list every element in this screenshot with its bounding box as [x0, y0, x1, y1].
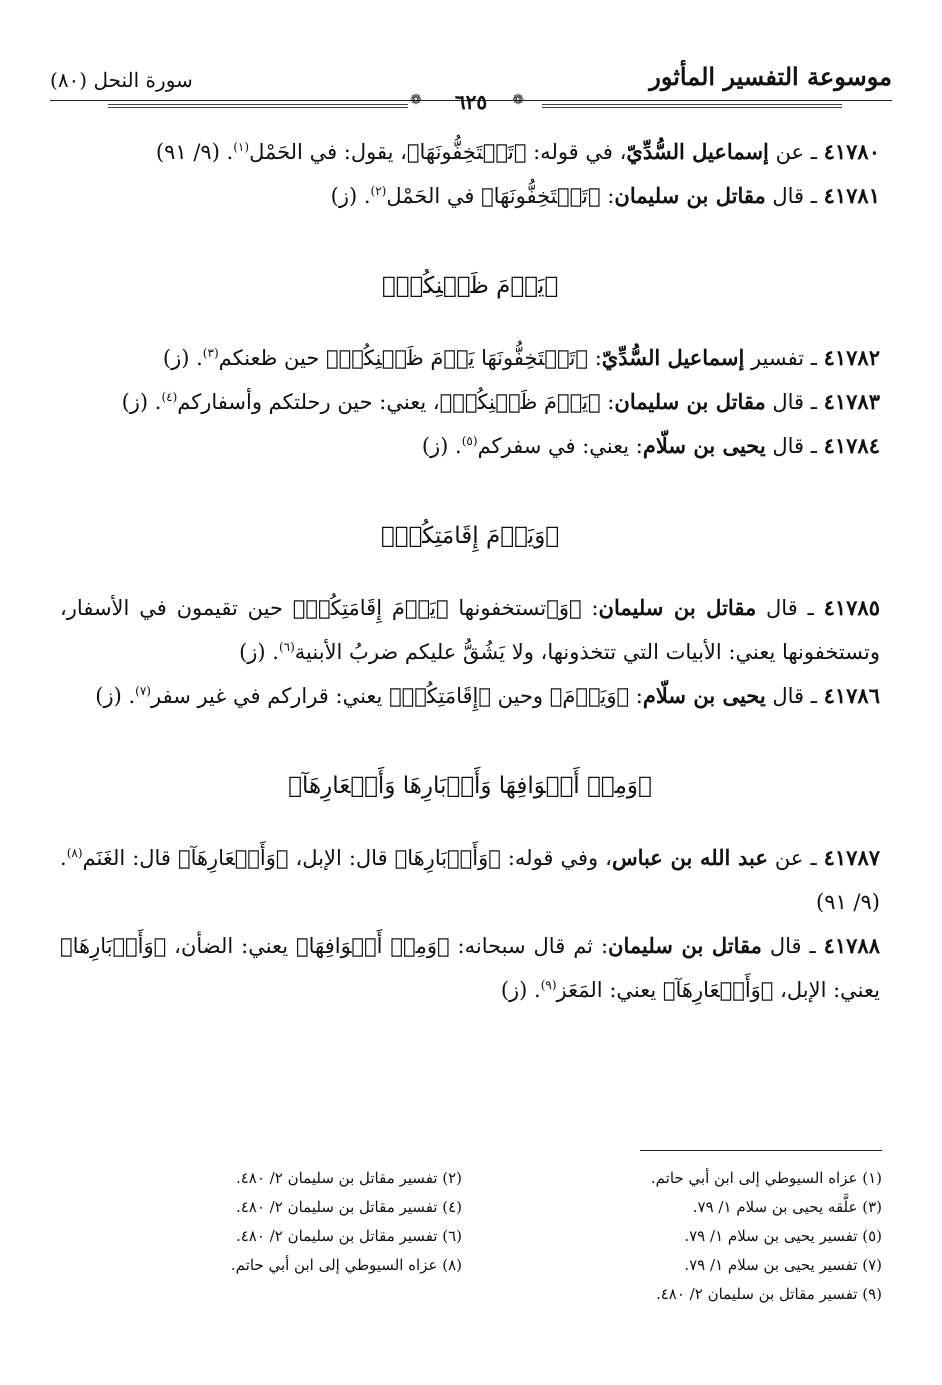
entry-text: ، في قوله: ﴿تَسۡتَخِفُّونَهَا﴾، يقول: في الحَمْل — [249, 140, 627, 164]
entry-text: ـ عن — [767, 846, 824, 870]
footnote-ref: (٧) — [135, 684, 151, 698]
entry-text: . (ز) — [95, 684, 136, 708]
footnotes-column-right — [582, 1164, 882, 1309]
entry-text: : ثم قال سبحانه: ﴿وَمِنۡ أَصۡوَافِهَا﴾ يعني: الضأن، ﴿وَأَوۡبَارِهَا﴾ يعني: الإبل، ﴿وَأَشۡعَارِهَآ﴾ يعني: المَعَز — [60, 934, 880, 1002]
entry-text: . (ز) — [121, 390, 162, 414]
narrator-name: إسماعيل السُّدِّيّ — [626, 139, 769, 164]
narration-entry — [60, 586, 880, 674]
footnote-ref: (٥) — [461, 434, 478, 448]
page-number: ٦٢٥ — [454, 90, 488, 114]
entry-text: ـ قال — [756, 596, 824, 620]
footnote-ref: (٨) — [66, 846, 83, 860]
page-number-row — [0, 90, 942, 112]
entry-number: ٤١٧٨٨ — [823, 933, 880, 958]
footnote-ref: (٦) — [278, 640, 295, 654]
entry-text: ـ قال — [765, 684, 824, 708]
entry-text: : ﴿وَ﴾تستخفونها ﴿يَوۡمَ إِقَامَتِكُمۡ﴾ حين تقيمون في الأسفار، وتستخفونها يعني: الأبيات التي تتخذونها، ولا يَشُقُّ عليكم ضربُ الأبنية — [60, 596, 880, 664]
entry-text: ـ عن — [768, 140, 824, 164]
footnote-ref: (٤) — [161, 390, 178, 404]
entry-text: . (ز) — [330, 184, 371, 208]
entry-text: ـ قال — [765, 184, 824, 208]
narration-entry — [60, 380, 880, 424]
entry-text: ـ قال — [761, 934, 824, 958]
footnote-ref: (٢) — [370, 184, 387, 198]
entry-text: . (ز) — [500, 978, 541, 1002]
footnote-ref: (٣) — [202, 346, 219, 360]
narration-entry — [60, 424, 880, 468]
footnote: (٥) تفسير يحيى بن سلام ١/ ٧٩. — [684, 1227, 882, 1245]
entry-text: . (ز) — [421, 434, 462, 458]
ornament-icon: ❁ — [410, 92, 422, 108]
entry-number: ٤١٧٨٦ — [823, 683, 880, 708]
narration-entry — [60, 130, 880, 174]
footnote-rule — [640, 1150, 882, 1151]
entry-number: ٤١٧٨٠ — [823, 139, 880, 164]
entry-number: ٤١٧٨٥ — [823, 595, 880, 620]
entry-text: ـ تفسير — [744, 346, 824, 370]
footnote: (١) عزاه السيوطي إلى ابن أبي حاتم. — [650, 1169, 882, 1187]
narrator-name: مقاتل بن سليمان — [598, 595, 757, 620]
surah-label: سورة النحل (٨٠) — [50, 68, 193, 92]
ornament-icon: ❁ — [512, 92, 524, 108]
entry-text: : ﴿وَيَوۡمَ﴾ وحين ﴿إِقَامَتِكُمۡ﴾ يعني: قراركم في غير سفر — [150, 684, 643, 708]
footnote-ref: (٩) — [540, 978, 557, 992]
verse-heading: ﴿وَيَوۡمَ إِقَامَتِكُمۡ﴾ — [380, 523, 560, 549]
footnote: (٨) عزاه السيوطي إلى ابن أبي حاتم. — [230, 1256, 462, 1274]
entry-text: ـ قال — [765, 390, 824, 414]
book-title: موسوعة التفسير المأثور — [649, 62, 892, 91]
narrator-name: مقاتل بن سليمان — [608, 933, 762, 958]
narrator-name: يحيى بن سلّام — [642, 683, 766, 708]
footnote: (٢) تفسير مقاتل بن سليمان ٢/ ٤٨٠. — [235, 1169, 462, 1187]
narration-entry — [60, 174, 880, 218]
entry-text: . (ز) — [162, 346, 203, 370]
entry-number: ٤١٧٨١ — [823, 183, 880, 208]
narration-entry — [60, 674, 880, 718]
entry-text: : ﴿تَسۡتَخِفُّونَهَا﴾ في الحَمْل — [386, 184, 615, 208]
verse-heading: ﴿يَوۡمَ ظَعۡنِكُمۡ﴾ — [381, 273, 559, 299]
footnote: (٦) تفسير مقاتل بن سليمان ٢/ ٤٨٠. — [235, 1227, 462, 1245]
entry-text: : ﴿تَسۡتَخِفُّونَهَا يَوۡمَ ظَعۡنِكُمۡ﴾ حين ظعنكم — [218, 346, 602, 370]
ornament-line-right — [542, 104, 842, 108]
entry-number: ٤١٧٨٣ — [823, 389, 880, 414]
narrator-name: يحيى بن سلّام — [642, 433, 766, 458]
narrator-name: عبد الله بن عباس — [611, 845, 768, 870]
narration-entry — [60, 336, 880, 380]
entry-number: ٤١٧٨٢ — [823, 345, 880, 370]
entry-text: . (ز) — [239, 640, 279, 664]
narration-entry — [60, 836, 880, 924]
entry-text: ، وفي قوله: ﴿وَأَوۡبَارِهَا﴾ قال: الإبل، ﴿وَأَشۡعَارِهَآ﴾ قال: الغَنَم — [82, 846, 612, 870]
entry-number: ٤١٧٨٤ — [823, 433, 880, 458]
entry-text: ـ قال — [765, 434, 824, 458]
narrator-name: إسماعيل السُّدِّيّ — [601, 345, 745, 370]
verse-heading: ﴿وَمِنۡ أَصۡوَافِهَا وَأَوۡبَارِهَا وَأَشۡعَارِهَآ﴾ — [288, 773, 652, 799]
narrator-name: مقاتل بن سليمان — [614, 183, 766, 208]
entry-text: : ﴿يَوۡمَ ظَعۡنِكُمۡ﴾، يعني: حين رحلتكم وأسفاركم — [177, 390, 615, 414]
entry-text: : يعني: في سفركم — [477, 434, 643, 458]
footnote: (٩) تفسير مقاتل بن سليمان ٢/ ٤٨٠. — [655, 1285, 882, 1303]
narration-entry — [60, 924, 880, 1012]
main-text — [60, 130, 880, 1012]
footnote-ref: (١) — [233, 140, 250, 154]
footnote: (٤) تفسير مقاتل بن سليمان ٢/ ٤٨٠. — [235, 1198, 462, 1216]
entry-text: . (٩/ ٩١) — [155, 140, 234, 164]
entry-text: . (٩/ ٩١) — [60, 846, 880, 914]
footnotes-column-left — [162, 1164, 462, 1280]
footnote: (٧) تفسير يحيى بن سلام ١/ ٧٩. — [684, 1256, 882, 1274]
narrator-name: مقاتل بن سليمان — [614, 389, 766, 414]
entry-number: ٤١٧٨٧ — [823, 845, 881, 870]
footnote: (٣) علَّقه يحيى بن سلام ١/ ٧٩. — [692, 1198, 882, 1216]
